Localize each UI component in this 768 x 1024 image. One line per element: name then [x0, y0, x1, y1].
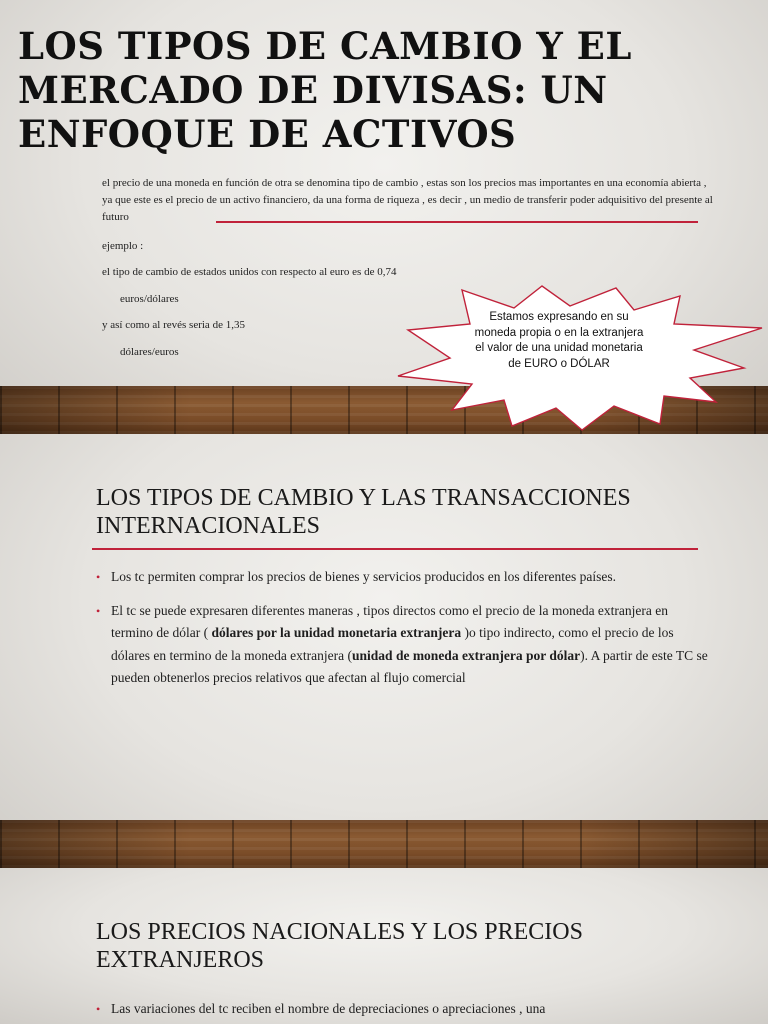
bullet-icon: • — [96, 570, 101, 584]
slide-1-title: LOS TIPOS DE CAMBIO Y EL MERCADO DE DIVISAS: UN ENFOQUE DE ACTIVOS — [18, 24, 632, 156]
slide-1 — [0, 0, 768, 434]
bullet-list — [96, 566, 708, 701]
bullet-icon: • — [96, 603, 101, 618]
example-unit-2: dólares/euros — [120, 346, 179, 358]
example-label: ejemplo : — [102, 240, 144, 252]
bullet-text: Las variaciones del tc reciben el nombre de depreciaciones o apreciaciones , una — [111, 1001, 546, 1016]
example-line-2: y así como al revés seria de 1,35 — [102, 319, 245, 331]
wood-floor — [0, 820, 768, 868]
callout-text: Estamos expresando en su moneda propia o en la extranjera el valor de una unidad monetaria de EURO o DÓLAR — [474, 311, 644, 370]
bullet-list — [96, 998, 708, 1024]
bullet-text: Los tc permiten comprar los precios de bienes y servicios producidos en los diferentes países. — [111, 569, 616, 584]
example-line-1: el tipo de cambio de estados unidos con respecto al euro es de 0,74 — [102, 266, 397, 278]
bullet-text: )o tipo indirecto, como el precio de los dólares en termino de la moneda extranjera ( — [111, 625, 674, 663]
slide-3-title: LOS PRECIOS NACIONALES Y LOS PRECIOS EXTRANJEROS — [96, 919, 583, 973]
bullet-bold-text: dólares por la unidad monetaria extranjera — [211, 625, 462, 640]
bullet-icon: • — [96, 1002, 101, 1016]
bullet-bold-text: unidad de moneda extranjera por dólar — [352, 647, 581, 663]
slide-3 — [0, 868, 768, 1024]
title-underline — [92, 548, 698, 550]
slide-2 — [0, 434, 768, 868]
definition-paragraph: el precio de una moneda en función de otra se denomina tipo de cambio , estas son los precios mas importantes en una economía abierta , ya que este es el precio de un activo financiero, da una forma de riqueza , es decir , un medio de transferir poder adquisitivo del presente al futuro — [102, 177, 713, 223]
list-item — [96, 600, 708, 690]
slide-2-title: LOS TIPOS DE CAMBIO Y LAS TRANSACCIONES INTERNACIONALES — [96, 485, 631, 539]
example-unit-1: euros/dólares — [120, 293, 179, 305]
bullet-text: ). A partir de este TC se pueden obtenerlos precios relativos que afectan al flujo comercial — [111, 647, 708, 685]
list-item — [96, 566, 708, 589]
list-item — [96, 998, 708, 1021]
bullet-text: El tc se puede expresaren diferentes maneras , tipos directos como el precio de la moneda extranjera en termino de dólar ( — [111, 602, 669, 640]
